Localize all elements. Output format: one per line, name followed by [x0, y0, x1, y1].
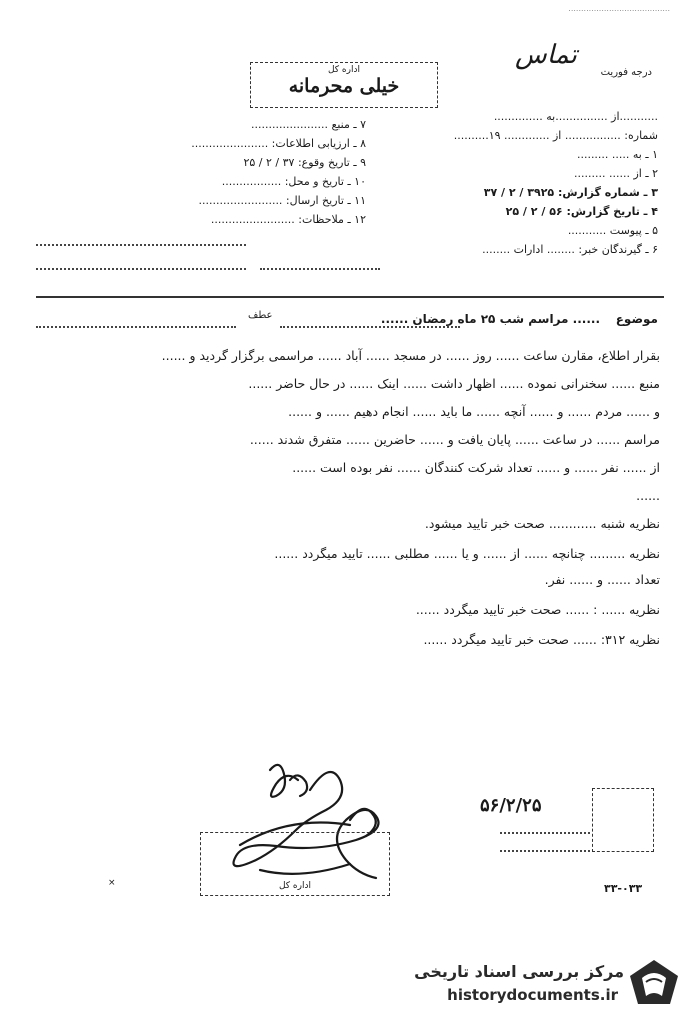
- body-line: و ...... مردم ...... و ...... آنچه ...... ما باید ...... انجام دهیم ...... و ......: [288, 404, 660, 419]
- dotted-line: [500, 832, 590, 834]
- fields-right: [358, 110, 658, 262]
- field-row: ۹ ـ تاریخ وقوع: ۳۷ / ۲ / ۲۵: [243, 156, 366, 169]
- classification-label: درجه فوریت: [600, 67, 652, 78]
- handwritten-date: ۵۶/۲/۲۵: [480, 795, 542, 816]
- dotted-line: [280, 326, 460, 328]
- subject-ref-label: عطف: [248, 310, 273, 321]
- field-row: ۱ ـ به ..... .........: [576, 148, 658, 161]
- field-row: ۶ ـ گیرندگان خبر: ........ ادارات ........: [482, 243, 658, 256]
- field-row: شماره: ................ از ............. ۱۹..........: [453, 129, 658, 142]
- dotted-line: [36, 326, 236, 328]
- reference-number: ۳۳-۰۳۳: [604, 882, 643, 895]
- body-line: از ...... نفر ...... و ...... تعداد شرکت کنندگان ...... نفر بوده است ......: [292, 460, 660, 475]
- body-line: منبع ...... سخنرانی نموده ...... اظهار داشت ...... اینک ...... در حال حاضر ......: [248, 376, 660, 391]
- field-row: ۱۲ ـ ملاحظات: ........................: [210, 213, 366, 226]
- field-row: ۸ ـ ارزیابی اطلاعات: ......................: [191, 137, 366, 150]
- body-line: مراسم ...... در ساعت ...... پایان یافت و ...... حاضرین ...... متفرق شدند ......: [249, 432, 660, 447]
- note-line: نظریه شنبه ............ صحت خبر تایید میشود.: [424, 516, 660, 531]
- watermark-url: historydocuments.ir: [447, 986, 618, 1004]
- bottom-stamp-label: اداره کل: [278, 881, 312, 891]
- note-line: تعداد ...... و ...... نفر.: [544, 572, 660, 587]
- dotted-line: [36, 244, 246, 246]
- stamp-title: خیلی محرمانه: [288, 75, 400, 97]
- body-line: بقرار اطلاع، مقارن ساعت ...... روز ...... در مسجد ...... آباد ...... مراسمی برگزار گردید و ......: [161, 348, 660, 363]
- field-row: ...........از ...............به ..............: [493, 110, 658, 123]
- body-line: ......: [636, 488, 660, 503]
- bottom-stamp: [200, 832, 390, 896]
- note-line: نظریه ...... : ...... صحت خبر تایید میگردد ......: [415, 602, 660, 617]
- classification-stamp: [250, 62, 438, 108]
- note-line: نظریه ......... چنانچه ...... از ...... و یا ...... مطلبی ...... تایید میگردد ......: [274, 546, 660, 561]
- fields-left: [36, 118, 366, 232]
- watermark-logo-icon: [626, 956, 682, 1008]
- top-faint-text: ........................................: [568, 4, 670, 13]
- stray-mark: ×: [108, 878, 116, 888]
- receipt-stamp: [592, 788, 654, 852]
- header-rule: [36, 296, 664, 298]
- handwritten-title: تماس: [515, 40, 577, 70]
- subject-value: ...... مراسم شب ۲۵ ماه رمضان ......: [380, 312, 600, 326]
- field-row: ۱۰ ـ تاریخ و محل: .................: [221, 175, 366, 188]
- dotted-line: [36, 268, 246, 270]
- field-row: ۵ ـ پیوست ...........: [567, 224, 658, 237]
- field-row: ۷ ـ منبع ......................: [251, 118, 366, 131]
- report-date: ۴ ـ تاریخ گزارش: ۵۶ / ۲ / ۲۵: [505, 205, 658, 218]
- field-row: ۲ ـ از ...... .........: [574, 167, 658, 180]
- dotted-line: [500, 850, 590, 852]
- note-line: نظریه ۳۱۲: ...... صحت خبر تایید میگردد ......: [423, 632, 660, 647]
- stamp-line1: اداره کل: [327, 65, 361, 75]
- subject-label: موضوع: [615, 312, 658, 326]
- report-number: ۳ ـ شماره گزارش: ۳۹۲۵ / ۲ / ۳۷: [483, 186, 658, 199]
- dotted-line: [260, 268, 380, 270]
- watermark-title: مرکز بررسی اسناد تاریخی: [414, 962, 624, 981]
- field-row: ۱۱ ـ تاریخ ارسال: ........................: [198, 194, 366, 207]
